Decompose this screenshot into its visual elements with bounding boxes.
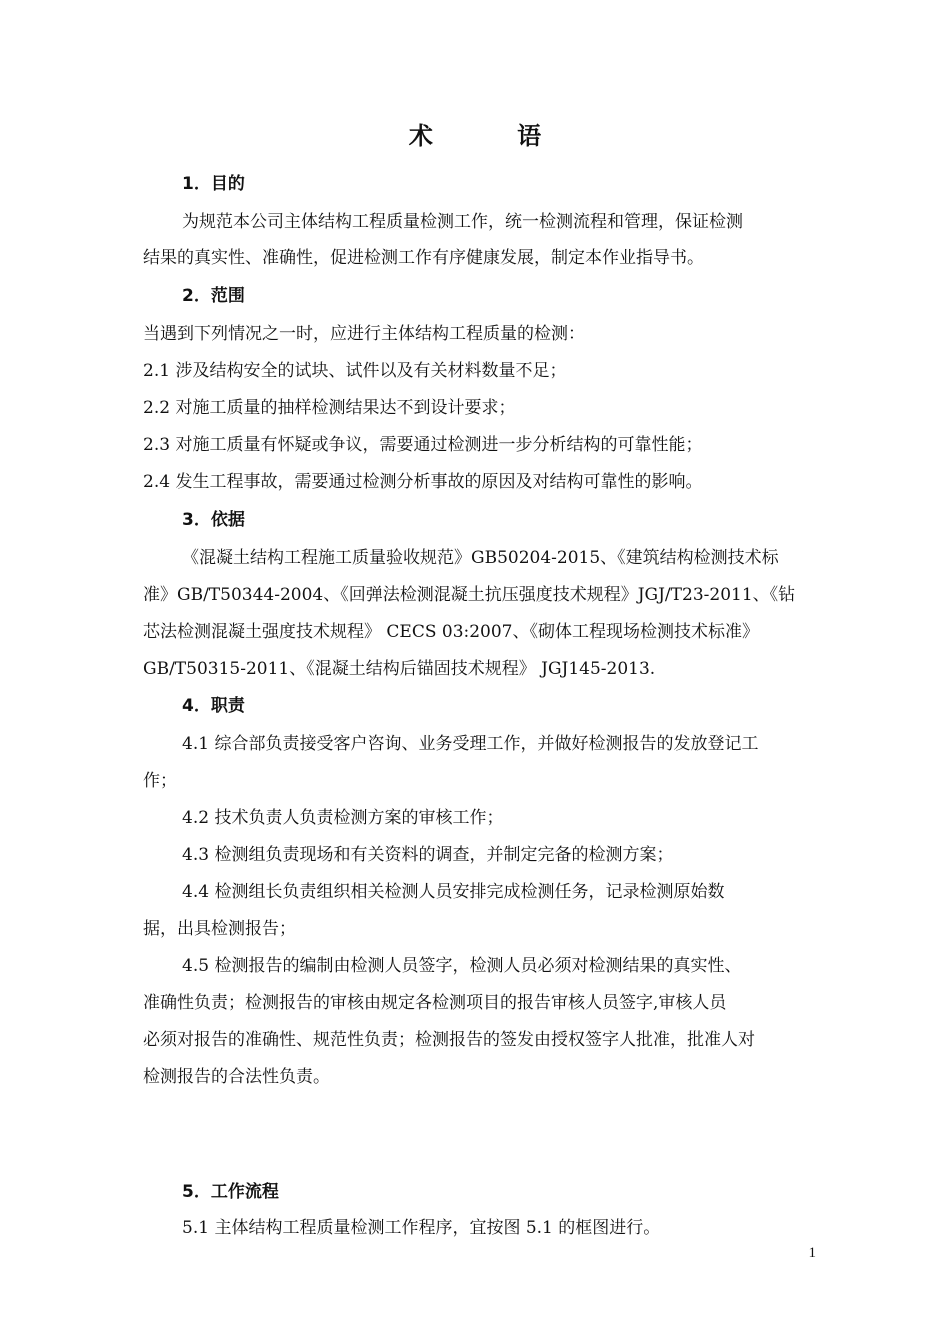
section-heading-responsibilities: 4．职责 bbox=[182, 696, 245, 716]
paragraph-line: GB/T50315-2011、《混凝土结构后锚固技术规程》 JGJ145-2013. bbox=[143, 659, 656, 679]
paragraph-line: 2.3 对施工质量有怀疑或争议，需要通过检测进一步分析结构的可靠性能； bbox=[143, 435, 703, 455]
paragraph-line: 4.3 检测组负责现场和有关资料的调查，并制定完备的检测方案； bbox=[182, 845, 674, 865]
paragraph-line: 《混凝土结构工程施工质量验收规范》GB50204-2015、《建筑结构检测技术标 bbox=[182, 548, 779, 568]
paragraph-line: 4.1 综合部负责接受客户咨询、业务受理工作，并做好检测报告的发放登记工 bbox=[182, 734, 759, 754]
section-heading-workflow: 5．工作流程 bbox=[182, 1182, 279, 1202]
paragraph-line: 4.2 技术负责人负责检测方案的审核工作； bbox=[182, 808, 504, 828]
paragraph-line: 结果的真实性、准确性，促进检测工作有序健康发展，制定本作业指导书。 bbox=[143, 248, 704, 268]
paragraph-line: 为规范本公司主体结构工程质量检测工作，统一检测流程和管理，保证检测 bbox=[182, 212, 743, 232]
paragraph-line: 准确性负责；检测报告的审核由规定各检测项目的报告审核人员签字,审核人员 bbox=[143, 993, 727, 1013]
section-heading-basis: 3．依据 bbox=[182, 510, 245, 530]
paragraph-line: 2.2 对施工质量的抽样检测结果达不到设计要求； bbox=[143, 398, 516, 418]
paragraph-line: 5.1 主体结构工程质量检测工作程序，宜按图 5.1 的框图进行。 bbox=[182, 1218, 661, 1238]
page-number: 1 bbox=[808, 1245, 816, 1261]
paragraph-line: 4.4 检测组长负责组织相关检测人员安排完成检测任务，记录检测原始数 bbox=[182, 882, 725, 902]
section-heading-scope: 2．范围 bbox=[182, 286, 245, 306]
section-heading-purpose: 1．目的 bbox=[182, 174, 245, 194]
paragraph-line: 检测报告的合法性负责。 bbox=[143, 1067, 330, 1087]
paragraph-line: 芯法检测混凝土强度技术规程》 CECS 03:2007、《砌体工程现场检测技术标准》 bbox=[143, 622, 759, 642]
paragraph-line: 当遇到下列情况之一时，应进行主体结构工程质量的检测： bbox=[143, 324, 585, 344]
paragraph-line: 2.4 发生工程事故，需要通过检测分析事故的原因及对结构可靠性的影响。 bbox=[143, 472, 703, 492]
paragraph-line: 作； bbox=[143, 771, 177, 791]
paragraph-line: 2.1 涉及结构安全的试块、试件以及有关材料数量不足； bbox=[143, 361, 567, 381]
paragraph-line: 据，出具检测报告； bbox=[143, 919, 296, 939]
paragraph-line: 4.5 检测报告的编制由检测人员签字，检测人员必须对检测结果的真实性、 bbox=[182, 956, 742, 976]
paragraph-line: 准》GB/T50344-2004、《回弹法检测混凝土抗压强度技术规程》JGJ/T23-2011、《钻 bbox=[143, 585, 796, 605]
page-title: 术 语 bbox=[408, 122, 580, 150]
paragraph-line: 必须对报告的准确性、规范性负责；检测报告的签发由授权签字人批准，批准人对 bbox=[143, 1030, 755, 1050]
